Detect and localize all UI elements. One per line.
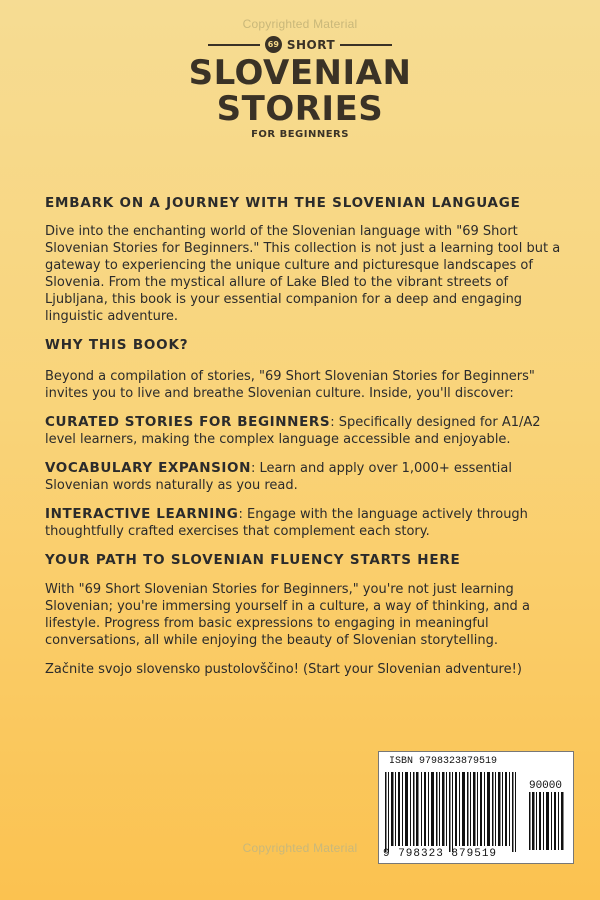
paragraph-closing: Začnite svojo slovensko pustolovščino! (Start your Slovenian adventure!) [45, 662, 522, 677]
feature-label: INTERACTIVE LEARNING [45, 506, 239, 522]
title-line-1: SLOVENIAN [188, 53, 412, 93]
watermark-top: Copyrighted Material [242, 17, 358, 31]
cover-title-block [0, 36, 600, 140]
left-rule [208, 44, 260, 46]
price-code: 90000 [528, 780, 562, 792]
feature-text: : Specifically designed for A1/A2 level learners, making the complex language accessible and enjoyable. [45, 415, 541, 447]
feature-curated [45, 414, 565, 448]
short-label: SHORT [286, 37, 336, 52]
feature-label: CURATED STORIES FOR BEGINNERS [45, 414, 331, 430]
heading-path: YOUR PATH TO SLOVENIAN FLUENCY STARTS HERE [45, 552, 461, 568]
heading-why: WHY THIS BOOK? [45, 337, 189, 353]
isbn-digits: 9 798323 879519 [383, 848, 498, 860]
subtitle: FOR BEGINNERS [251, 129, 349, 140]
short-line [0, 36, 600, 53]
back-cover-text [45, 195, 565, 678]
badge-69-icon: 69 [265, 36, 282, 53]
watermark-bottom: Copyrighted Material [242, 841, 358, 855]
right-rule [340, 44, 392, 46]
feature-text: : Learn and apply over 1,000+ essential Slovenian words naturally as you read. [45, 461, 512, 493]
heading-embark: EMBARK ON A JOURNEY WITH THE SLOVENIAN LANGUAGE [45, 195, 521, 211]
feature-vocabulary [45, 460, 565, 494]
paragraph-path: With "69 Short Slovenian Stories for Beginners," you're not just learning Slovenian; you're immersing yourself in a culture, a way of thinking, and a lifestyle. Progress from basic expressions to engaging in meaningful conversations, all while enjoying the beauty of Slovenian storytelling. [45, 582, 530, 648]
title-line-2: STORIES [216, 89, 384, 129]
paragraph-intro: Dive into the enchanting world of the Slovenian language with "69 Short Slovenian Stories for Beginners." This collection is not just a learning tool but a gateway to experiencing the unique culture and picturesque landscapes of Slovenia. From the mystical allure of Lake Bled to the vibrant streets of Ljubljana, this book is your essential companion for a deep and engaging linguistic adventure. [45, 224, 561, 324]
feature-label: VOCABULARY EXPANSION [45, 460, 252, 476]
isbn-label: ISBN 9798323879519 [389, 756, 498, 767]
feature-interactive [45, 506, 565, 540]
feature-text: : Engage with the language actively through thoughtfully crafted exercises that complement each story. [45, 507, 528, 539]
paragraph-why: Beyond a compilation of stories, "69 Short Slovenian Stories for Beginners" invites you to live and breathe Slovenian culture. Inside, you'll discover: [45, 369, 535, 401]
